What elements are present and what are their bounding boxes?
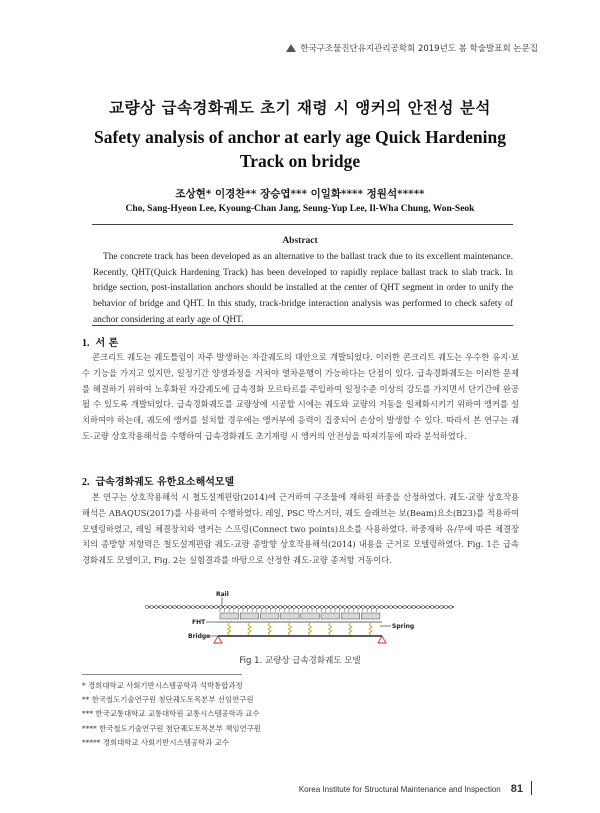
section-2-heading xyxy=(82,473,234,488)
footer-institute: Korea Institute for Structural Maintenance and Inspection xyxy=(298,785,501,794)
title-english: Safety analysis of anchor at early age Quick Hardening Track on bridge xyxy=(94,127,506,171)
section-1-body xyxy=(82,350,519,445)
rail-node xyxy=(270,605,273,608)
fht-segment xyxy=(341,613,360,619)
rail-node xyxy=(196,605,199,608)
section-2-number: 2. xyxy=(82,477,90,488)
section-2-title: 급속경화궤도 유한요소해석모델 xyxy=(95,477,235,488)
section-2-body xyxy=(82,490,519,569)
rail-node xyxy=(201,605,204,608)
rail-node xyxy=(426,605,429,608)
fht-segment xyxy=(361,613,380,619)
rail-node xyxy=(233,605,236,608)
rail-node xyxy=(210,605,213,608)
rail-node xyxy=(343,605,346,608)
rail-node xyxy=(265,605,268,608)
rail-node xyxy=(164,605,167,608)
rail-node xyxy=(155,605,158,608)
rail-node xyxy=(306,605,309,608)
anchor-spring xyxy=(369,623,372,635)
anchor-spring xyxy=(349,623,352,635)
rail-node xyxy=(242,605,245,608)
authors-korean: 조상현* 이경찬** 장승엽*** 이일화**** 정원석***** xyxy=(175,188,425,200)
rail-node xyxy=(389,605,392,608)
fht-segment xyxy=(281,613,300,619)
rail-node xyxy=(182,605,185,608)
abstract-body xyxy=(93,250,513,329)
fht-segment xyxy=(301,613,320,619)
footer-bar xyxy=(531,781,532,795)
rail-node xyxy=(288,605,291,608)
anchor-spring xyxy=(268,623,271,635)
rail-node xyxy=(247,605,250,608)
rail-node xyxy=(408,605,411,608)
rail-node xyxy=(449,605,452,608)
label-rail: Rail xyxy=(216,591,229,598)
rail-node xyxy=(398,605,401,608)
rail-node xyxy=(297,605,300,608)
rail-node xyxy=(348,605,351,608)
section-1-text: 콘크리트 궤도는 궤도틀림이 자주 발생하는 자갈궤도의 대안으로 개발되었다. 이러한 콘크리트 궤도는 우수한 유지·보수 기능을 가지고 있지만, 일정기간 양생과정을 거쳐야 열차운행이 가능하다는 단점이 있다. 급속경화궤도는 이러한 문제를 해결하기 위하여 노후화된 자갈궤도에 급속경화 모르타르를 주입하여 일정수준 이상의 강도를 가지면서 단기간에 완공될 수 있도록 개발되었다. 급속경화궤도를 교량상에 시공할 시에는 궤도와 교량의 거동을 일체화시키기 위하여 앵커를 설치하여야 하는데, 궤도에 앵커를 설치할 경우에는 앵커부에 응력이 집중되어 손상이 발생할 수 있다. 따라서 본 연구는 궤도-교량 상호작용해석을 수행하여 급속경화궤도 초기재령 시 앵커의 안전성을 따져기동에 따라 분석하였다. xyxy=(82,352,519,441)
rail-node xyxy=(224,605,227,608)
rail-node xyxy=(403,605,406,608)
rail-node xyxy=(339,605,342,608)
support-right xyxy=(378,636,386,643)
rail-node xyxy=(316,605,319,608)
fasteners xyxy=(220,609,376,612)
section-1-title: 서 론 xyxy=(95,338,119,349)
footnotes xyxy=(82,679,261,750)
anchor-spring xyxy=(309,623,312,635)
rail-node xyxy=(228,605,231,608)
rail-node xyxy=(394,605,397,608)
track-bridge-model-figure xyxy=(140,591,460,649)
rail-node xyxy=(256,605,259,608)
rail-node xyxy=(385,605,388,608)
label-fht: FHT xyxy=(192,619,206,626)
footnote-rule xyxy=(82,674,242,675)
fht-segment xyxy=(220,613,239,619)
rail-node xyxy=(444,605,447,608)
journal-name: 한국구조물진단유지관리공학회 2019년도 봄 학술발표회 논문집 xyxy=(300,44,538,54)
rail-node xyxy=(431,605,434,608)
rail-node xyxy=(191,605,194,608)
rail-node xyxy=(150,605,153,608)
anchor-spring xyxy=(288,623,291,635)
rail-node xyxy=(421,605,424,608)
rail-node xyxy=(329,605,332,608)
anchor-spring xyxy=(228,623,231,635)
rail-node xyxy=(366,605,369,608)
footnote-item: * 경희대학교 사회기반시스템공학과 석박통합과정 xyxy=(82,681,243,690)
section-1-number: 1. xyxy=(82,338,90,349)
section-2-text: 본 연구는 상호작용해석 시 철도설계편람(2014)에 근거하여 구조물에 재하된 하중을 산정하였다. 궤도-교량 상호작용해석은 ABAQUS(2017)를 사용하여 수행하였다. 레일, PSC 박스거더, 궤도 슬래브는 보(Beam)요소(B23)를 적용하여 모델링하였고, 레일 체결장치와 앵커는 스프링(Connect two points)요소를 사용하였다. 하중재하 유/무에 따른 체결장치의 종방향 저항력은 철도설계편람 궤도-교량 종방향 상호작용해석(2014) 내용을 근거로 모델링하였다. Fig. 1은 급속경화궤도 모델이고, Fig. 2는 실험결과를 바탕으로 산정한 궤도-교량 종저항 거동이다. xyxy=(82,492,519,566)
fht-segment xyxy=(260,613,279,619)
fht-segments xyxy=(218,613,382,622)
anchor-spring xyxy=(329,623,332,635)
rail-nodes xyxy=(145,605,452,608)
divider-bottom xyxy=(92,325,513,326)
label-spring: Spring xyxy=(392,623,415,630)
rail-node xyxy=(293,605,296,608)
section-1-heading xyxy=(82,334,118,349)
rail-node xyxy=(145,605,148,608)
support-left xyxy=(214,636,222,643)
figure-caption: Fig 1. 교량상 급속경화궤도 모델 xyxy=(239,656,361,666)
abstract-text: The concrete track has been developed as an alternative to the ballast track due to its excellent maintenance. Recently, QHT(Quick Hardening Track) has been developed to rapidly replace ballast track to slab track. In bridge section, post-installation anchors should be installed at the center of QHT segment in order to unify the behavior of bridge and QHT. In this study, track-bridge interaction analysis was performed to check safety of anchor considering at early age of QHT. xyxy=(93,252,513,325)
title-korean: 교량상 급속경화궤도 초기 재령 시 앵커의 안전성 분석 xyxy=(109,98,491,117)
page-footer xyxy=(299,781,532,795)
footnote-item: *** 한국교통대학교 교통대학원 교통시스템공학과 교수 xyxy=(82,709,260,719)
rail-node xyxy=(283,605,286,608)
rail-node xyxy=(168,605,171,608)
rail-node xyxy=(260,605,263,608)
rail-node xyxy=(205,605,208,608)
rail-node xyxy=(325,605,328,608)
rail-node xyxy=(279,605,282,608)
anchor-springs xyxy=(228,623,372,635)
anchor-spring xyxy=(248,623,251,635)
abstract-heading: Abstract xyxy=(282,236,318,246)
rail-node xyxy=(178,605,181,608)
label-bridge: Bridge xyxy=(188,633,211,640)
rail-node xyxy=(320,605,323,608)
rail-node xyxy=(274,605,277,608)
footnote-item: ***** 경희대학교 사회기반시스템공학과 교수 xyxy=(82,737,229,747)
rail-node xyxy=(311,605,314,608)
rail-node xyxy=(375,605,378,608)
rail-node xyxy=(352,605,355,608)
rail-node xyxy=(187,605,190,608)
rail-node xyxy=(334,605,337,608)
rail-node xyxy=(251,605,254,608)
footnote-item: **** 한국철도기술연구원 첨단궤도토목본부 책임연구원 xyxy=(82,723,261,733)
rail-node xyxy=(362,605,365,608)
page-number: 81 xyxy=(510,783,523,795)
rail-node xyxy=(417,605,420,608)
rail-node xyxy=(159,605,162,608)
rail-node xyxy=(440,605,443,608)
rail-node xyxy=(173,605,176,608)
rail-node xyxy=(412,605,415,608)
rail-node xyxy=(214,605,217,608)
rail-node xyxy=(371,605,374,608)
footnote-item: ** 한국철도기술연구원 첨단궤도토목본부 선임연구원 xyxy=(82,695,254,705)
triangle-icon xyxy=(286,44,296,52)
rail-node xyxy=(380,605,383,608)
fht-segment xyxy=(240,613,259,619)
rail-node xyxy=(237,605,240,608)
divider-top xyxy=(92,224,513,225)
fht-segment xyxy=(321,613,340,619)
rail-node xyxy=(219,605,222,608)
rail-node xyxy=(435,605,438,608)
journal-header xyxy=(286,42,538,54)
rail-node xyxy=(302,605,305,608)
rail-node xyxy=(357,605,360,608)
authors-english: Cho, Sang-Hyeon Lee, Kyoung-Chan Jang, Seung-Yup Lee, Il-Wha Chung, Won-Seok xyxy=(125,204,475,214)
